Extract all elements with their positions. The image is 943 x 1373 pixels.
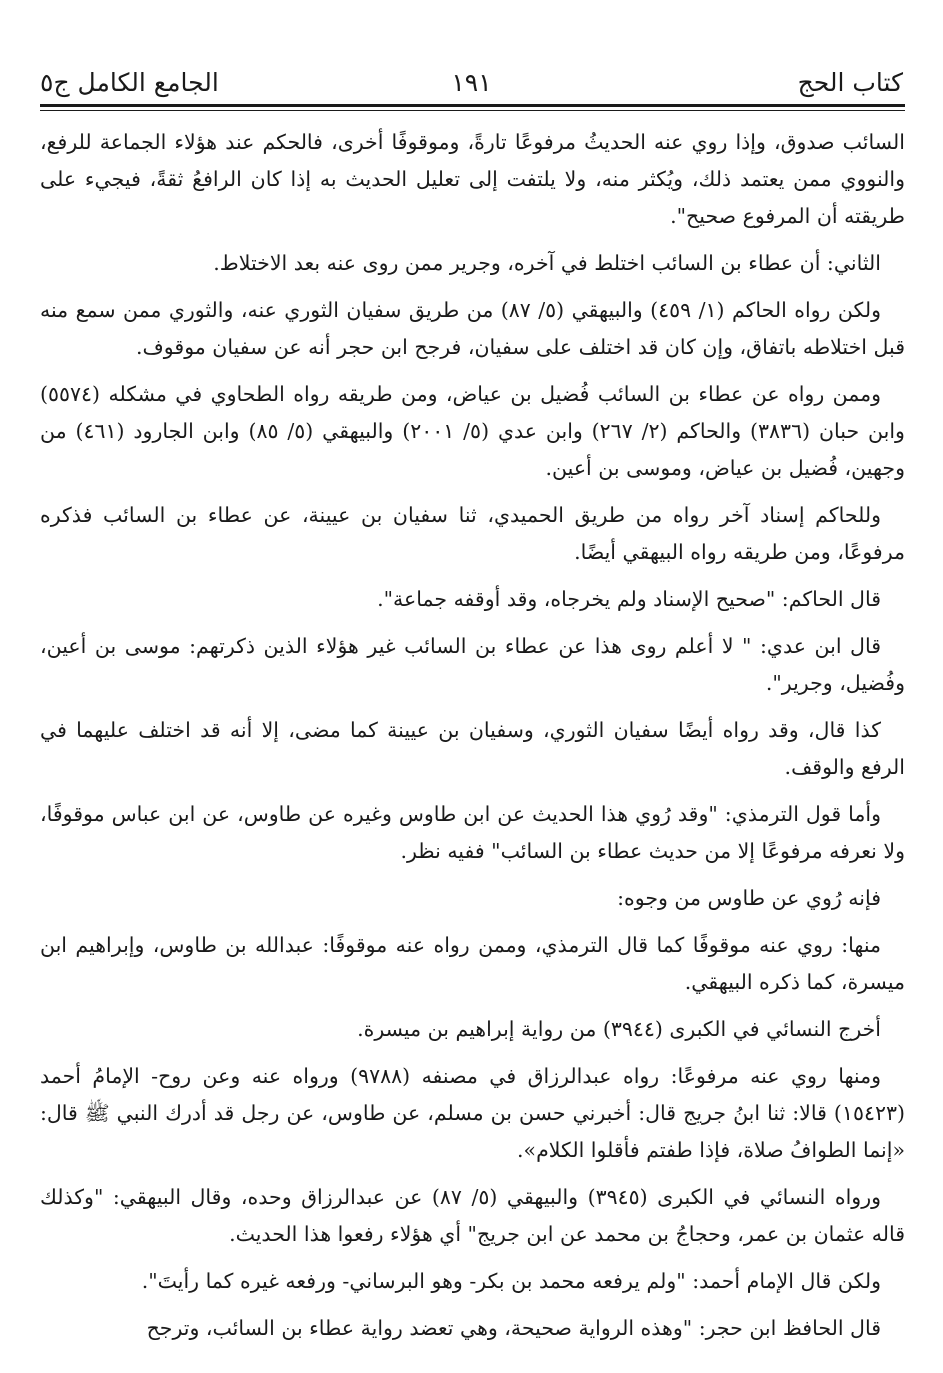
page-number: ١٩١ [451,68,492,97]
paragraph: ورواه النسائي في الكبرى (٣٩٤٥) والبيهقي (٥/ ٨٧) عن عبدالرزاق وحده، وقال البيهقي: "وكذلك قاله عثمان بن عمر، وحجاجُ بن محمد عن ابن جريج" أي هؤلاء رفعوا هذا الحديث. [40,1185,905,1246]
header-rule-thin [40,110,905,111]
paragraph: وللحاكم إسناد آخر رواه من طريق الحميدي، ثنا سفيان بن عيينة، عن عطاء بن السائب فذكره مرفوعًا، ومن طريقه رواه البيهقي أيضًا. [40,503,905,564]
paragraph: أخرج النسائي في الكبرى (٣٩٤٤) من رواية إبراهيم بن ميسرة. [357,1017,881,1041]
paragraph: قال الحافظ ابن حجر: "وهذه الرواية صحيحة، وهي تعضد رواية عطاء بن السائب، وترجح [146,1316,881,1340]
paragraph: وأما قول الترمذي: "وقد رُوي هذا الحديث عن ابن طاوس وغيره عن طاوس، عن ابن عباس موقوفًا، ولا نعرفه مرفوعًا إلا من حديث عطاء بن السائب" ففيه نظر. [40,802,905,863]
paragraph: قال ابن عدي: " لا أعلم روى هذا عن عطاء بن السائب غير هؤلاء الذين ذكرتهم: موسى بن أعين، وفُضيل، وجرير". [40,634,905,695]
paragraph: كذا قال، وقد رواه أيضًا سفيان الثوري، وسفيان بن عيينة كما مضى، إلا أنه قد اختلف عليهما في الرفع والوقف. [40,718,905,779]
paragraph: الثاني: أن عطاء بن السائب اختلط في آخره، وجرير ممن روى عنه بعد الاختلاط. [213,251,881,275]
paragraph: منها: روي عنه موقوفًا كما قال الترمذي، وممن رواه عنه موقوفًا: عبدالله بن طاوس، وإبراهيم ابن ميسرة، كما ذكره البيهقي. [40,933,905,994]
page-header [40,60,903,100]
header-rule-thick [40,104,905,107]
paragraph: فإنه رُوي عن طاوس من وجوه: [617,886,881,910]
paragraph: السائب صدوق، وإذا روي عنه الحديثُ مرفوعًا تارةً، وموقوفًا أخرى، فالحكم عند هؤلاء الجماعة للرفع، والنووي ممن يعتمد ذلك، ويُكثر منه، ولا يلتفت إلى تعليل الحديث به إذا كان الرافعُ ثقةً، فيجيء على طريقته أن المرفوع صحيح". [40,130,905,228]
paragraph: ولكن قال الإمام أحمد: "ولم يرفعه محمد بن بكر- وهو البرساني- ورفعه غيره كما رأيتَ". [141,1269,881,1293]
paragraph: وممن رواه عن عطاء بن السائب فُضيل بن عياض، ومن طريقه رواه الطحاوي في مشكله (٥٥٧٤) وابن حبان (٣٨٣٦) والحاكم (٢/ ٢٦٧) وابن عدي (٥/ ٢٠٠١) والبيهقي (٥/ ٨٥) وابن الجارود (٤٦١) من وجهين، فُضيل بن عياض، وموسى بن أعين. [40,382,905,480]
book-title: كتاب الحج [797,68,903,97]
page-body [40,124,905,1357]
paragraph: ومنها روي عنه مرفوعًا: رواه عبدالرزاق في مصنفه (٩٧٨٨) ورواه عنه وعن روح- الإمامُ أحمد (١٥٤٢٣) قالا: ثنا ابنُ جريج قال: أخبرني حسن بن مسلم، عن طاوس، عن رجل قد أدرك النبي ﷺ قال: «إنما الطوافُ صلاة، فإذا طفتم فأقلوا الكلام». [40,1064,905,1162]
paragraph: قال الحاكم: "صحيح الإسناد ولم يخرجاه، وقد أوقفه جماعة". [377,587,881,611]
volume-title: الجامع الكامل ج٥ [40,68,219,97]
paragraph: ولكن رواه الحاكم (١/ ٤٥٩) والبيهقي (٥/ ٨٧) من طريق سفيان الثوري عنه، والثوري ممن سمع منه قبل اختلاطه باتفاق، وإن كان قد اختلف على سفيان، فرجح ابن حجر أنه عن سفيان موقوف. [40,298,905,359]
